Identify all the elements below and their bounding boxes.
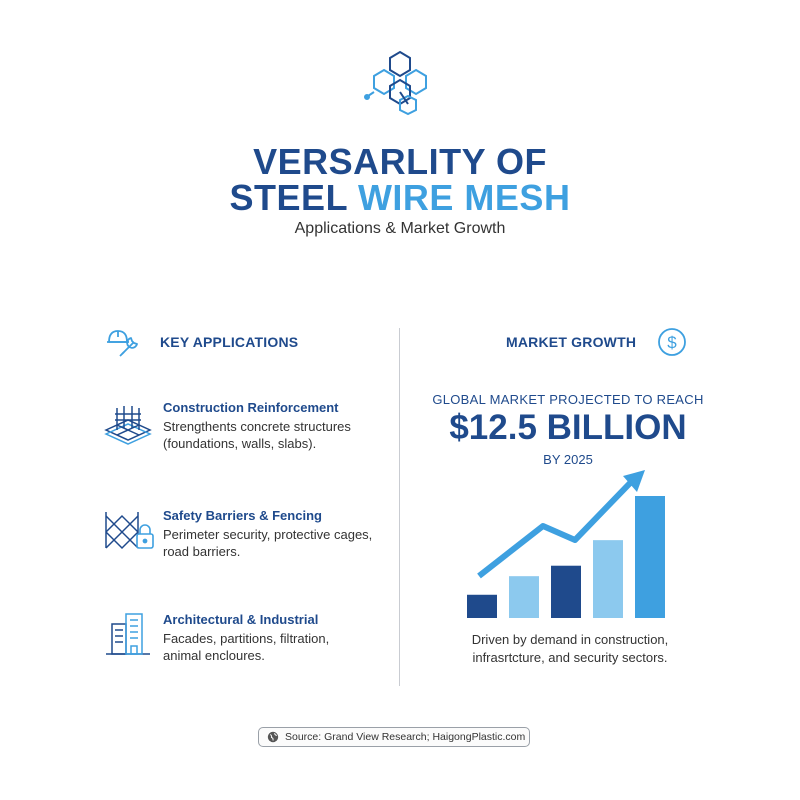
rebar-grid-icon xyxy=(102,400,154,448)
market-note-line: Driven by demand in construction, xyxy=(471,632,669,647)
application-description xyxy=(163,526,383,560)
chart-bar xyxy=(509,576,539,618)
page-subtitle: Applications & Market Growth xyxy=(294,220,506,237)
fence-lock-icon xyxy=(102,508,154,556)
application-description-line: road barriers. xyxy=(163,544,241,559)
chart-bar xyxy=(467,595,497,618)
page-title-line2 xyxy=(0,178,800,218)
hardhat-wrench-icon xyxy=(106,326,142,358)
building-icon xyxy=(102,610,154,658)
market-growth-heading: MARKET GROWTH xyxy=(506,334,637,350)
application-title: Safety Barriers & Fencing xyxy=(163,508,322,523)
title-steel: STEEL xyxy=(229,177,348,218)
page-title-line1: VERSARLITY OF xyxy=(253,141,547,182)
hexagon-network-icon xyxy=(364,48,436,120)
globe-icon xyxy=(267,731,279,743)
market-note xyxy=(400,631,740,667)
title-wire-mesh: WIRE MESH xyxy=(357,177,571,218)
chart-bar xyxy=(635,496,665,618)
chart-bar xyxy=(551,566,581,618)
application-description xyxy=(163,630,383,664)
market-year: BY 2025 xyxy=(543,452,593,467)
application-description-line: animal encloures. xyxy=(163,648,265,663)
application-description-line: Perimeter security, protective cages, xyxy=(163,527,373,542)
market-projection-label: GLOBAL MARKET PROJECTED TO REACH xyxy=(432,392,704,407)
key-applications-heading: KEY APPLICATIONS xyxy=(160,334,299,350)
application-description-line: Strengthents concrete structures xyxy=(163,419,351,434)
market-value: $12.5 BILLION xyxy=(449,408,687,447)
growth-bar-chart xyxy=(455,462,685,622)
application-description-line: (foundations, walls, slabs). xyxy=(163,436,317,451)
chart-bar xyxy=(593,540,623,618)
application-title: Architectural & Industrial xyxy=(163,612,319,627)
application-description-line: Facades, partitions, filtration, xyxy=(163,631,330,646)
market-note-line: infrasrtcture, and security sectors. xyxy=(472,650,668,665)
application-description xyxy=(163,418,383,452)
dollar-circle-icon xyxy=(657,327,687,357)
svg-text:$: $ xyxy=(667,333,677,352)
source-badge xyxy=(258,727,530,747)
application-title: Construction Reinforcement xyxy=(163,400,339,415)
source-text: Source: Grand View Research; HaigongPlastic.com xyxy=(285,731,526,743)
